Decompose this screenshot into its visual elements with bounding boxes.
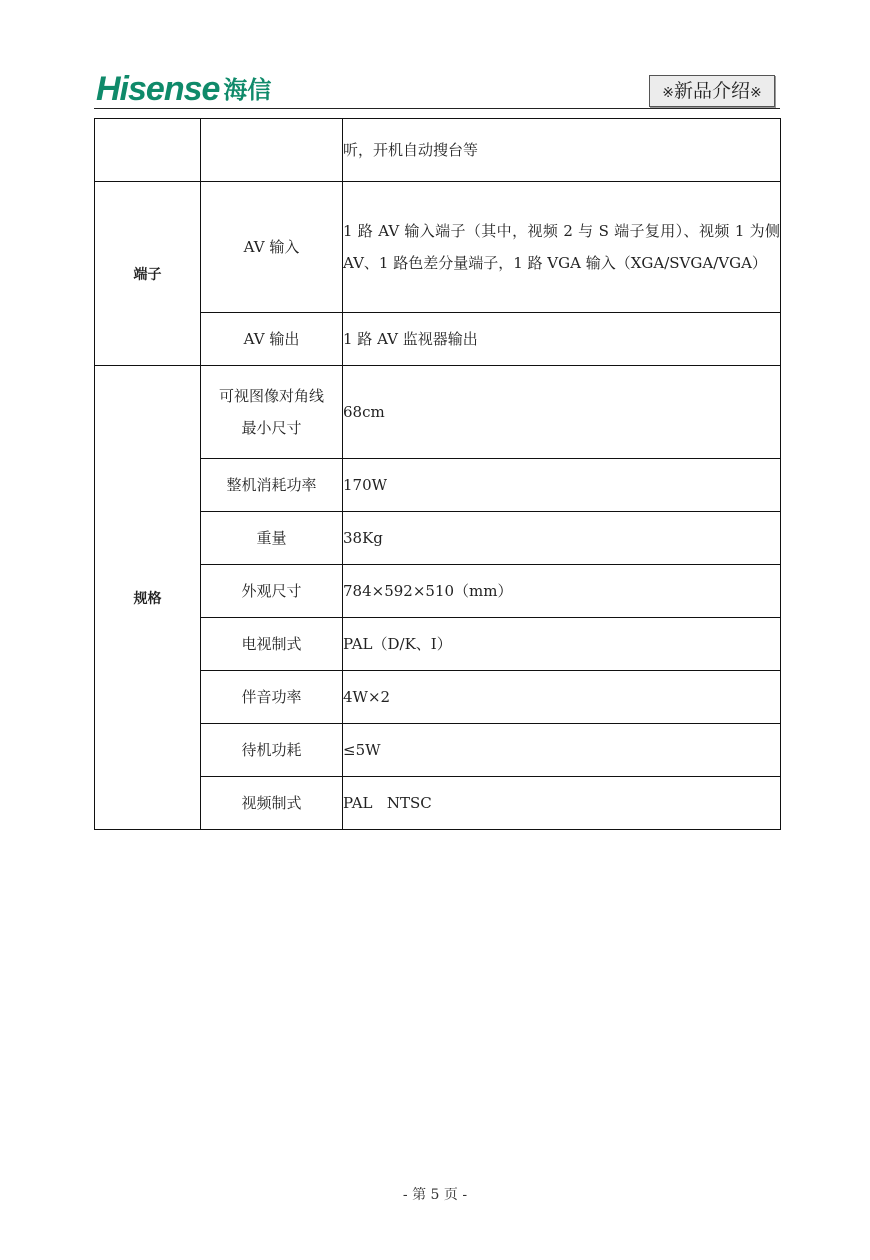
item-cell: 伴音功率 <box>201 671 343 724</box>
hisense-logo <box>96 66 271 106</box>
value-cell: 68cm <box>343 366 781 459</box>
category-cell <box>95 119 201 182</box>
value-cell: PAL NTSC <box>343 777 781 830</box>
item-cell: 待机功耗 <box>201 724 343 777</box>
item-cell: 重量 <box>201 512 343 565</box>
table-row <box>95 366 781 459</box>
tag-text: 新品介绍 <box>673 80 750 102</box>
item-cell: AV 输入 <box>201 182 343 313</box>
item-cell: 视频制式 <box>201 777 343 830</box>
spec-table <box>94 118 781 830</box>
item-cell <box>201 119 343 182</box>
table-row <box>95 119 781 182</box>
header-rule <box>94 108 780 109</box>
logo-chinese: 海信 <box>223 76 272 104</box>
value-cell: 170W <box>343 459 781 512</box>
page-number: - 第 5 页 - <box>402 1187 468 1203</box>
value-cell: ≤5W <box>343 724 781 777</box>
value-cell: 4W×2 <box>343 671 781 724</box>
tag-mark-left: ※ <box>662 85 674 101</box>
new-product-tag <box>649 75 775 107</box>
item-cell: AV 输出 <box>201 313 343 366</box>
value-cell: 1 路 AV 输入端子（其中，视频 2 与 S 端子复用）、视频 1 为侧 AV、1 路色差分量端子，1 路 VGA 输入（XGA/SVGA/VGA） <box>343 182 781 313</box>
value-cell: 784×592×510（mm） <box>343 565 781 618</box>
logo-english: Hisense <box>96 70 220 108</box>
item-cell: 整机消耗功率 <box>201 459 343 512</box>
value-cell: 听，开机自动搜台等 <box>343 119 781 182</box>
category-specs: 规格 <box>95 366 201 830</box>
item-cell: 电视制式 <box>201 618 343 671</box>
item-cell: 外观尺寸 <box>201 565 343 618</box>
value-cell: PAL（D/K、I） <box>343 618 781 671</box>
table-row <box>95 182 781 313</box>
category-terminals: 端子 <box>95 182 201 366</box>
value-cell: 1 路 AV 监视器输出 <box>343 313 781 366</box>
tag-mark-right: ※ <box>750 85 762 101</box>
item-cell: 可视图像对角线最小尺寸 <box>201 366 343 459</box>
value-cell: 38Kg <box>343 512 781 565</box>
